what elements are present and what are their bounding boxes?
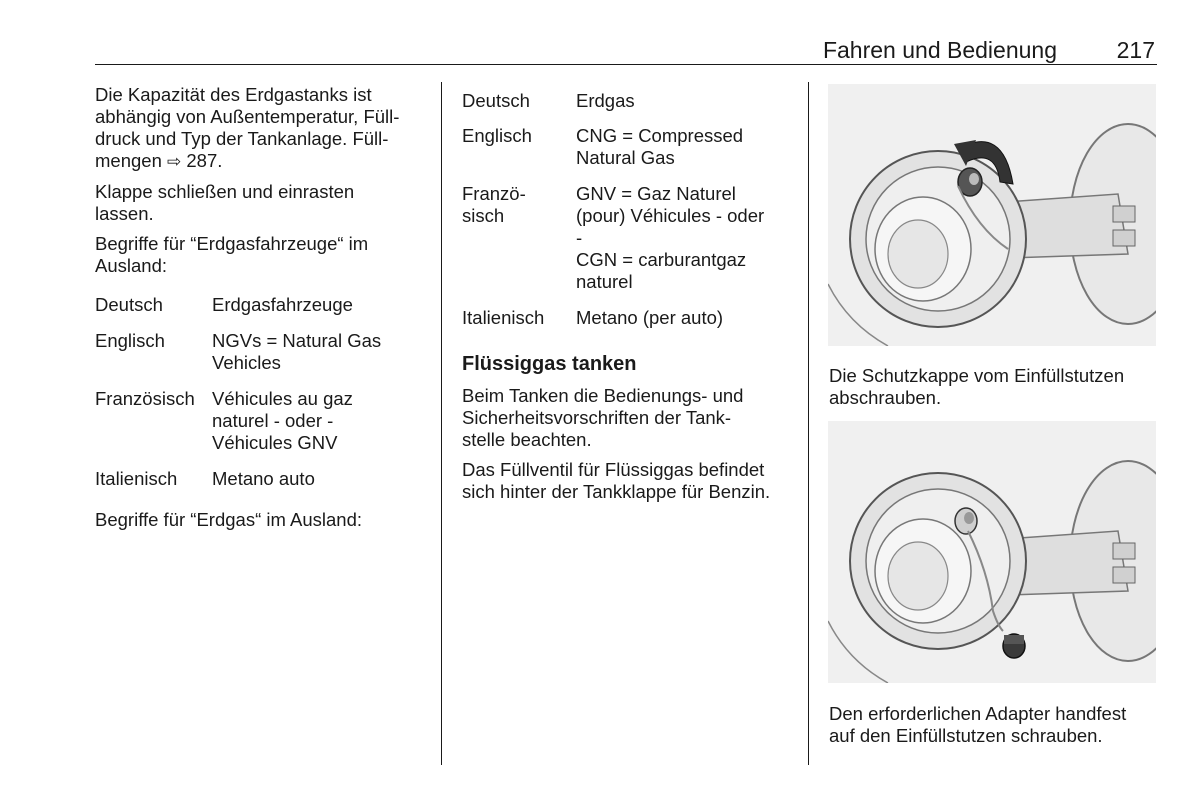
language-cell: Deutsch xyxy=(95,294,163,315)
figure-attach-adapter xyxy=(828,421,1156,683)
caption-line: abschrauben. xyxy=(829,387,942,408)
term-line: Véhicules au gaz xyxy=(212,388,353,409)
paragraph-close-flap xyxy=(95,181,430,225)
column-1 xyxy=(95,84,430,531)
term-line: - xyxy=(576,227,583,248)
text-line: abhängig von Außentemperatur, Füll- xyxy=(95,106,400,127)
language-cell: Italienisch xyxy=(462,307,545,328)
text-line: mengen xyxy=(95,150,162,171)
column-divider-2 xyxy=(808,82,809,765)
text-line: Die Kapazität des Erdgastanks ist xyxy=(95,84,372,105)
text-line: sich hinter der Tankklappe für Benzin. xyxy=(462,481,771,502)
term-line: naturel - oder - xyxy=(212,410,334,431)
term-cell xyxy=(212,388,381,468)
table-row xyxy=(462,183,764,307)
language-cell xyxy=(462,183,576,307)
language-cell: Englisch xyxy=(462,125,532,146)
term-line: CGN = carburantgaz xyxy=(576,249,747,270)
term-cell: Metano (per auto) xyxy=(576,307,724,328)
terms-table-gas xyxy=(462,90,764,329)
table-row xyxy=(95,294,381,330)
table-row xyxy=(95,468,381,490)
figure-remove-cap xyxy=(828,84,1156,346)
term-line: GNV = Gaz Naturel xyxy=(576,183,736,204)
language-cell: Italienisch xyxy=(95,468,178,489)
caption-remove-cap xyxy=(829,365,1159,409)
term-cell xyxy=(576,183,764,307)
column-2 xyxy=(462,90,797,503)
term-line: naturel xyxy=(576,271,633,292)
term-line: (pour) Véhicules - oder xyxy=(576,205,765,226)
text-line: Das Füllventil für Flüssiggas befindet xyxy=(462,459,765,480)
caption-line: Die Schutzkappe vom Einfüllstutzen xyxy=(829,365,1125,386)
language-cell: Englisch xyxy=(95,330,165,351)
section-title: Fahren und Bedienung xyxy=(822,37,1057,63)
caption-attach-adapter xyxy=(829,703,1159,747)
paragraph-capacity xyxy=(95,84,430,173)
page-number: 217 xyxy=(1116,37,1155,63)
term-line: NGVs = Natural Gas xyxy=(212,330,382,351)
page-header xyxy=(95,36,1157,65)
language-cell: Deutsch xyxy=(462,90,530,111)
text-line: lassen. xyxy=(95,203,154,224)
cross-reference-arrow-icon: ⇨ xyxy=(167,152,182,171)
term-cell xyxy=(212,330,381,388)
paragraph-valve-location xyxy=(462,459,797,503)
text-line: stelle beachten. xyxy=(462,429,592,450)
term-cell: Metano auto xyxy=(212,468,315,489)
table-row xyxy=(95,330,381,388)
term-line: Véhicules GNV xyxy=(212,432,338,453)
language-line: Franzö- xyxy=(462,183,526,204)
text-line: Sicherheitsvorschriften der Tank- xyxy=(462,407,732,428)
term-line: Vehicles xyxy=(212,352,281,373)
page-reference-link[interactable]: 287. xyxy=(186,150,223,171)
text-line: Klappe schließen und einrasten xyxy=(95,181,355,202)
term-cell xyxy=(576,125,764,183)
paragraph-safety xyxy=(462,385,797,451)
column-divider-1 xyxy=(441,82,442,765)
table-row xyxy=(462,90,764,125)
caption-line: Den erforderlichen Adapter handfest xyxy=(829,703,1127,724)
caption-line: auf den Einfüllstutzen schrauben. xyxy=(829,725,1103,746)
table-row xyxy=(95,388,381,468)
paragraph-terms-gas: Begriffe für “Erdgas“ im Ausland: xyxy=(95,509,363,530)
terms-table-vehicles xyxy=(95,294,381,490)
table-row xyxy=(462,125,764,183)
term-cell: Erdgasfahrzeuge xyxy=(212,294,353,315)
text-line: Beim Tanken die Bedienungs- und xyxy=(462,385,744,406)
paragraph-terms-vehicles xyxy=(95,233,430,277)
section-heading: Flüssiggas tanken xyxy=(462,353,637,375)
term-cell: Erdgas xyxy=(576,90,635,111)
language-line: sisch xyxy=(462,205,505,226)
term-line: Natural Gas xyxy=(576,147,675,168)
fuel-filler-cap-removal-illustration xyxy=(828,84,1156,346)
adapter-attachment-illustration xyxy=(828,421,1156,683)
text-line: Ausland: xyxy=(95,255,167,276)
text-line: druck und Typ der Tankanlage. Füll- xyxy=(95,128,389,149)
term-line: CNG = Compressed xyxy=(576,125,744,146)
table-row xyxy=(462,307,764,329)
language-cell: Französisch xyxy=(95,388,195,409)
text-line: Begriffe für “Erdgasfahrzeuge“ im xyxy=(95,233,369,254)
